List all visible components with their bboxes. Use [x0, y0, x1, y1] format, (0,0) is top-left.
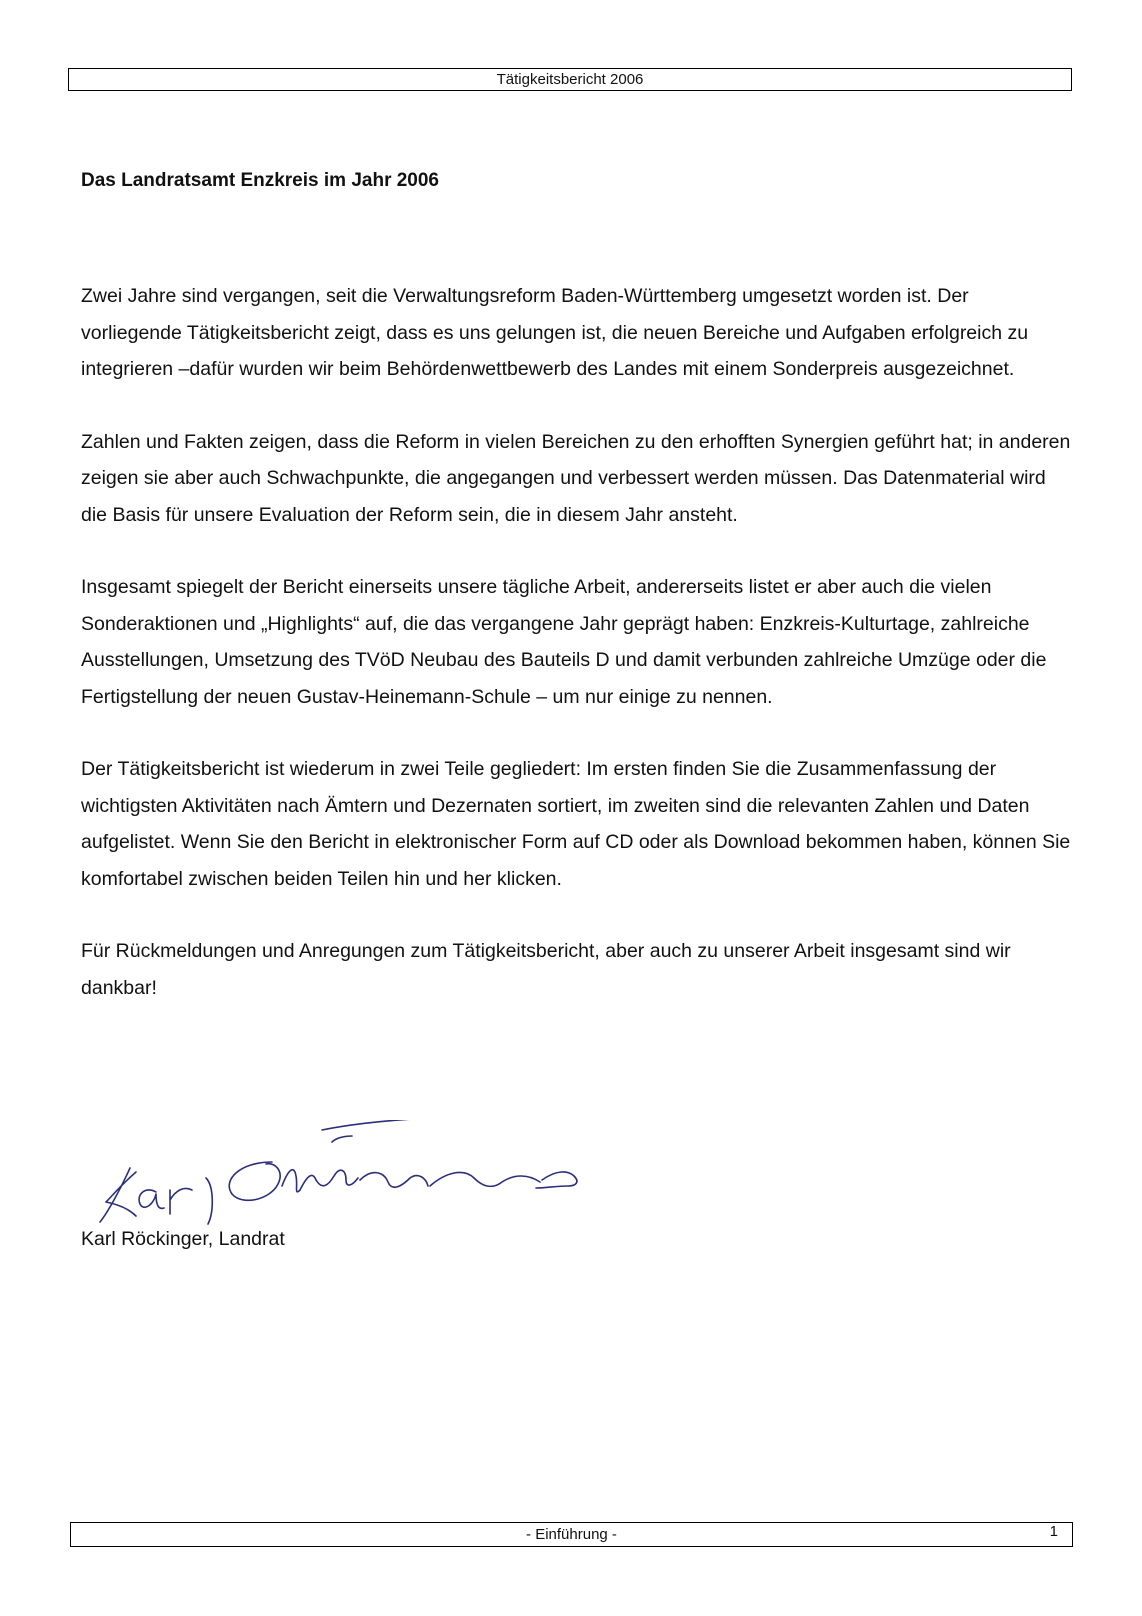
paragraph-3: Insgesamt spiegelt der Bericht einerseits unsere tägliche Arbeit, andererseits listet er aber auch die vielen Sonderaktionen und „Highlights“ auf, die das vergangene Jahr geprägt haben: Enzkreis-Kulturtage, zahlreiche Ausstellungen, Umsetzung des TVöD Neubau des Bauteils D und damit verbunden zahlreiche Umzüge oder die Fertigstellung der neuen Gustav-Heinemann-Schule – um nur einige zu nennen. — [81, 576, 1047, 708]
handwritten-signature — [90, 1120, 610, 1235]
running-header — [68, 68, 1072, 91]
signer-name: Karl Röckinger, Landrat — [81, 1228, 285, 1250]
page-number: 1 — [1049, 1523, 1058, 1540]
document-title: Das Landratsamt Enzkreis im Jahr 2006 — [81, 170, 440, 191]
paragraph-1: Zwei Jahre sind vergangen, seit die Verwaltungsreform Baden-Württemberg umgesetzt worden ist. Der vorliegende Tätigkeitsbericht zeigt, dass es uns gelungen ist, die neuen Bereiche und Aufgaben erfolgreich zu integrieren –dafür wurden wir beim Behördenwettbewerb des Landes mit einem Sonderpreis ausgezeichnet. — [81, 285, 1029, 380]
footer-section-label: - Einführung - — [526, 1526, 617, 1543]
running-header-title: Tätigkeitsbericht 2006 — [496, 71, 644, 88]
paragraph-4: Der Tätigkeitsbericht ist wiederum in zwei Teile gegliedert: Im ersten finden Sie die Zusammenfassung der wichtigsten Aktivitäten nach Ämtern und Dezernaten sortiert, im zweiten sind die relevanten Zahlen und Daten aufgelistet. Wenn Sie den Bericht in elektronischer Form auf CD oder als Download bekommen haben, können Sie komfortabel zwischen beiden Teilen hin und her klicken. — [81, 758, 1071, 890]
running-footer — [70, 1522, 1073, 1547]
paragraph-5: Für Rückmeldungen und Anregungen zum Tätigkeitsbericht, aber auch zu unserer Arbeit insgesamt sind wir dankbar! — [81, 940, 1011, 999]
body-text — [81, 278, 1071, 1042]
paragraph-2: Zahlen und Fakten zeigen, dass die Reform in vielen Bereichen zu den erhofften Synergien geführt hat; in anderen zeigen sie aber auch Schwachpunkte, die angegangen und verbessert werden müssen. Das Datenmaterial wird die Basis für unsere Evaluation der Reform sein, die in diesem Jahr ansteht. — [81, 430, 1071, 526]
